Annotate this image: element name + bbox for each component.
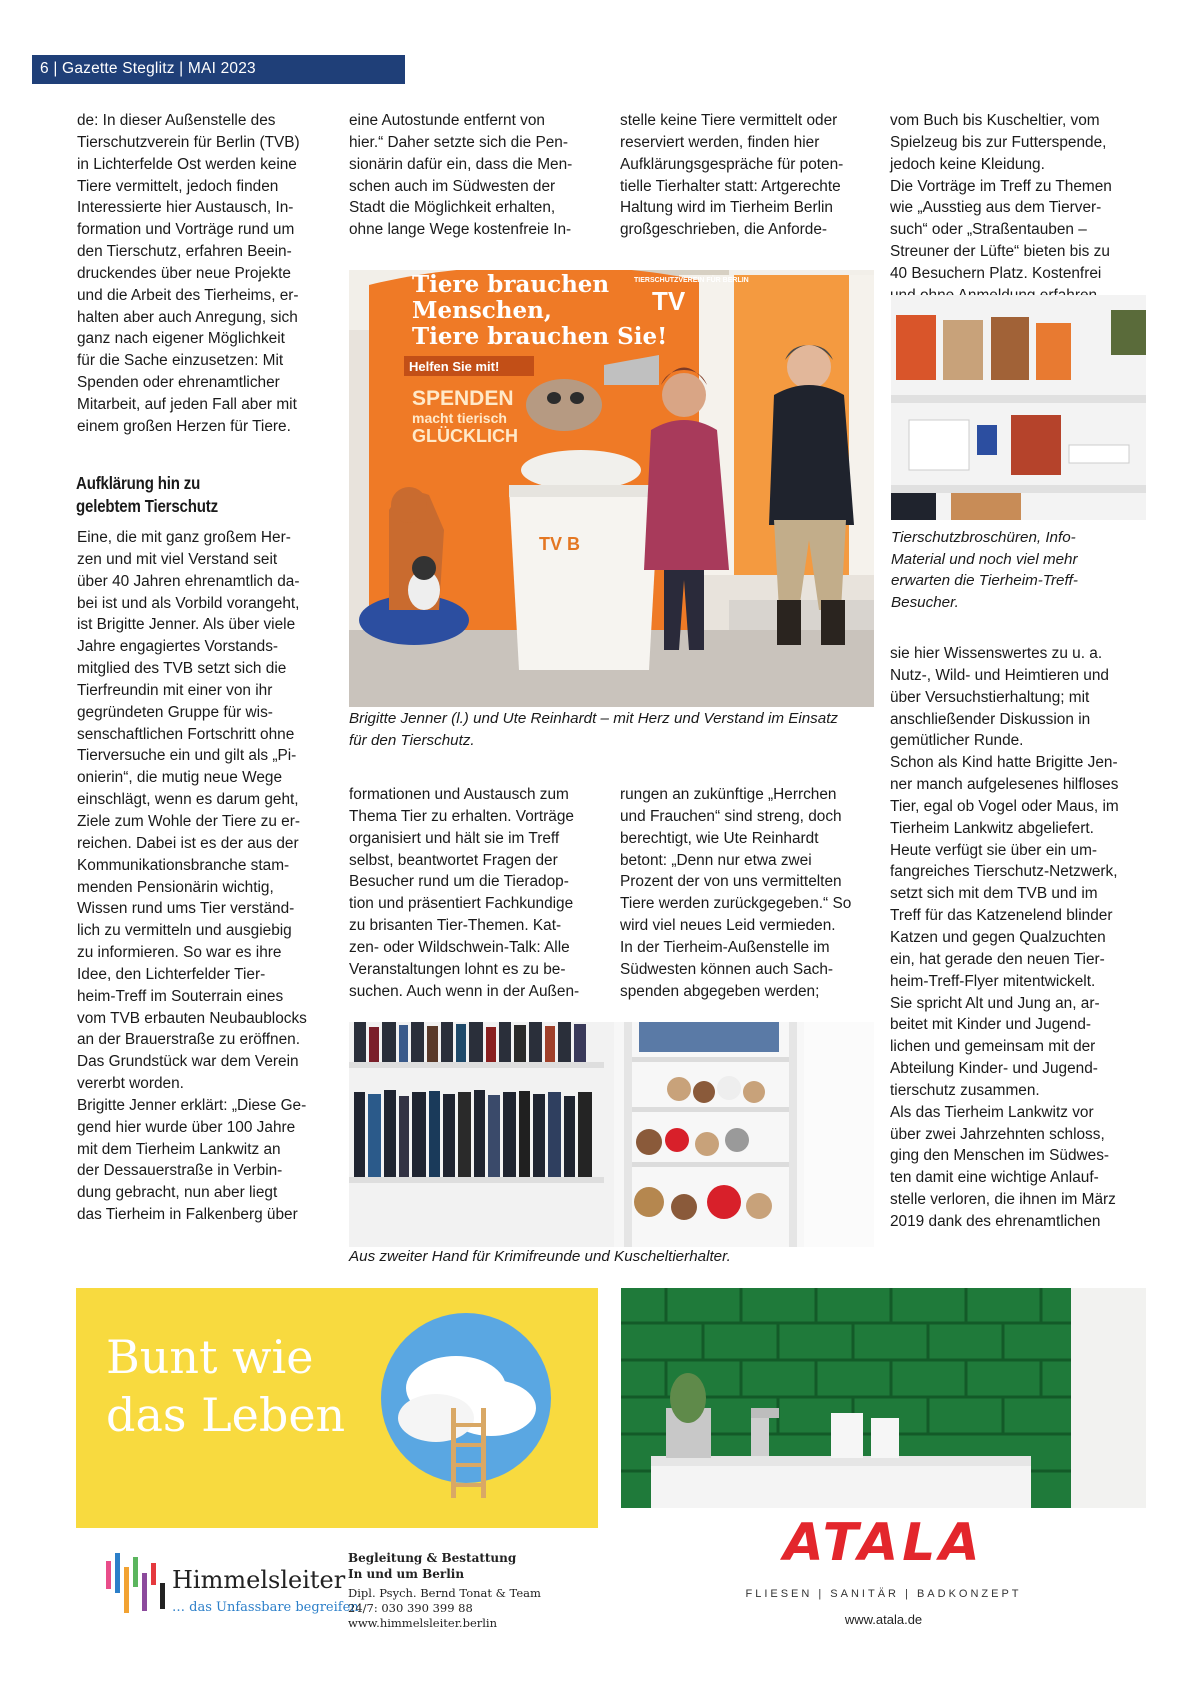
himmelsleiter-logo-bars xyxy=(106,1553,166,1613)
cloud-ladder-illustration xyxy=(356,1298,576,1498)
himmelsleiter-tagline: … das Unfassbare begreifen xyxy=(172,1600,359,1615)
column-4-top xyxy=(890,110,1146,307)
header-rule xyxy=(32,82,405,84)
brochure-photo-illustration xyxy=(891,295,1146,520)
himmelsleiter-brand: Himmelsleiter xyxy=(172,1566,346,1594)
atala-tagline: FLIESEN | SANITÄR | BADKONZEPT xyxy=(745,1588,1022,1600)
column-4-bottom xyxy=(890,643,1146,1233)
subheading: Aufklärung hin zu gelebtem Tierschutz xyxy=(76,473,218,516)
column-3-middle xyxy=(620,784,873,1002)
spenden-label: SPENDEN xyxy=(412,387,514,410)
body-text: sie hier Wissenswertes zu u. a. Nutz-, Wild- und Heimtieren und über Versuchstierhaltung; mit anschließender Diskussion in gemütlicher Runde. Schon als Kind hatte Brigitte Jen- ner manch aufgelesenes hilfloses Tier, egal ob Vogel oder Maus, im Tierheim Lankwitz abgeliefert. Heute verfügt sie über ein um- fangreiches Tierschutz-Netzwerk, setzt sich mit dem TVB und im Treff für das Katzenelend blinder Katzen und gegen Qualzuchten ein, hat gerade den neuen Tier- heim-Treff-Flyer mitentwickelt. Sie spricht Alt und Jung an, ar- beitet mit Kinder und Jugend- lichen und gemeinsam mit der Abteilung Kinder- und Jugend- tierschutz zusammen. Als das Tierheim Lankwitz vor über zwei Jahrzehnten schloss, ging den Menschen im Südwes- ten damit eine wichtige Anlauf- stelle verloren, die ihnen im März 2019 dank des ehrenamtlichen xyxy=(890,645,1119,1230)
main-photo-illustration xyxy=(349,270,874,707)
helfen-label: Helfen Sie mit! xyxy=(409,359,500,374)
column-1-bottom xyxy=(77,527,330,1226)
atala-logo: ATALA xyxy=(783,1513,984,1573)
body-text: rungen an zukünftige „Herrchen und Frauchen“ sind streng, doch berechtigt, wie Ute Reinhardt betont: „Denn nur etwa zwei Prozent der von uns vermittelten Tiere werden zurückgegeben.“ So wird viel neues Leid vermieden. In der Tierheim-Außenstelle im Südwesten können auch Sach- spenden abgegeben werden; xyxy=(620,786,852,1000)
main-photo xyxy=(349,270,874,707)
column-2-middle xyxy=(349,784,602,1002)
brochure-photo xyxy=(891,295,1146,520)
macht-tierisch-label: macht tierisch xyxy=(412,410,507,426)
body-text: vom Buch bis Kuscheltier, vom Spielzeug bis zur Futterspende, jedoch keine Kleidung. Die Vorträge im Treff zu Themen wie „Ausstieg aus dem Tierver- such“ oder „Straßentauben – Streuner der Lüfte“ bieten bis zu 40 Besuchern Platz. Kostenfrei xyxy=(890,112,1112,282)
shelf-photo-caption: Aus zweiter Hand für Krimifreunde und Kuscheltierhalter. xyxy=(349,1248,731,1265)
shelf-photo xyxy=(349,1022,874,1247)
banner-line-1: Tiere brauchen xyxy=(412,271,610,298)
main-photo-caption: Brigitte Jenner (l.) und Ute Reinhardt – mit Herz und Verstand im Einsatz für den Tierschutz. xyxy=(349,710,839,749)
shelf-photo-illustration xyxy=(349,1022,874,1247)
banner-line-3: Tiere brauchen Sie! xyxy=(412,323,668,350)
atala-url[interactable]: www.atala.de xyxy=(844,1612,923,1627)
body-text: stelle keine Tiere vermittelt oder reserviert werden, finden hier Aufklärungsgespräche für poten- tielle Tierhalter statt: Artgerechte Haltung wird im Tierheim Berlin großgeschrieben, die Anforde- xyxy=(620,112,844,239)
himmelsleiter-headline: Bunt wie das Leben xyxy=(106,1330,346,1442)
body-text: Eine, die mit ganz großem Her- zen und mit viel Verstand seit über 40 Jahren ehrenamtlich da- bei ist und als Vorbild vorangeht, ist Brigitte Jenner. Als über viele Jahre engagiertes Vorstands- mitglied des TVB setzt sich die Tierfreundin mit einer von ihr gegründeten Gruppe für wis- senschaftlichen Fortschritt ohne Tierversuche ein und gilt als „Pi- onierin“, die mutig neue Wege einschlägt, wenn es darum geht, Ziele zum Wohle der Tiere zu er- reichen. Dabei ist es der aus der Kommunikationsbranche stam- menden Pensionärin wichtig, Wissen rund ums Tier verständ- lich zu vermitteln und ausgiebig zu informieren. So war es ihre Idee, den Lichterfelder Tier- heim-Treff im Souterrain eines vom TVB erbauten Neubaublocks an der Brauerstraße zu eröffnen. Das Grundstück war dem Verein vererbt worden. Brigitte Jenner erklärt: „Diese Ge- gend hier wurde über 100 Jahre mit dem Tierheim Lankwitz an der Dessauerstraße in Verbin- dung gebracht, nun aber liegt das Tierheim in Falkenberg über xyxy=(77,529,307,1224)
himmelsleiter-ad[interactable] xyxy=(76,1288,598,1642)
tv-mark: TV xyxy=(652,286,686,316)
himmelsleiter-info-title: Begleitung & Bestattung In und um Berlin xyxy=(348,1551,517,1581)
verein-label: TIERSCHUTZVEREIN FÜR BERLIN xyxy=(634,277,749,284)
himmelsleiter-info-body: Dipl. Psych. Bernd Tonat & Team 24/7: 030 390 399 88 www.himmelsleiter.berlin xyxy=(348,1586,541,1630)
column-2-top xyxy=(349,110,602,241)
gluecklich-label: GLÜCKLICH xyxy=(412,426,518,446)
tvb-mark: TV B xyxy=(539,534,581,554)
column-3-top xyxy=(620,110,873,241)
bathroom-tiles-illustration xyxy=(621,1288,1146,1508)
body-text: formationen und Austausch zum Thema Tier zu erhalten. Vorträge organisiert und hält sie im Treff selbst, beantwortet Fragen der Besucher rund um die Tieradop- tion und präsentiert Fachkundige zu brisanten Tier-Themen. Kat- zen- oder Wildschwein-Talk: Alle Veranstaltungen lohnt es zu be- suchen. Auch wenn in der Außen- xyxy=(349,786,580,1000)
body-text: eine Autostunde entfernt von hier.“ Daher setzte sich die Pen- sionärin dafür ein, dass die Men- schen auch im Südwesten der Stadt die Möglichkeit erhalten, ohne lange Wege kostenfreie In- xyxy=(349,112,573,239)
brochure-photo-caption: Tierschutzbroschüren, Info- Material und noch viel mehr erwarten die Tierheim-Treff- Besucher. xyxy=(891,529,1078,611)
page-header: 6 | Gazette Steglitz | MAI 2023 xyxy=(32,55,405,82)
column-1-top xyxy=(77,110,330,438)
atala-ad[interactable] xyxy=(621,1288,1146,1642)
body-text: de: In dieser Außenstelle des Tierschutzverein für Berlin (TVB) in Lichterfelde Ost werden keine Tiere vermittelt, jedoch finden Interessierte hier Austausch, In- formation und Vorträge rund um den Tierschutz, erfahren Beein- druckendes über neue Projekte und die Arbeit des Tierheims, er- halten aber auch Anregung, sich ganz nach eigener Möglichkeit für die Sache einzusetzen: Mit Spenden oder ehrenamtlicher Mitarbeit, auf jeden Fall aber mit einem großen Herzen für Tiere. xyxy=(77,112,300,435)
banner-line-2: Menschen, xyxy=(412,297,552,324)
